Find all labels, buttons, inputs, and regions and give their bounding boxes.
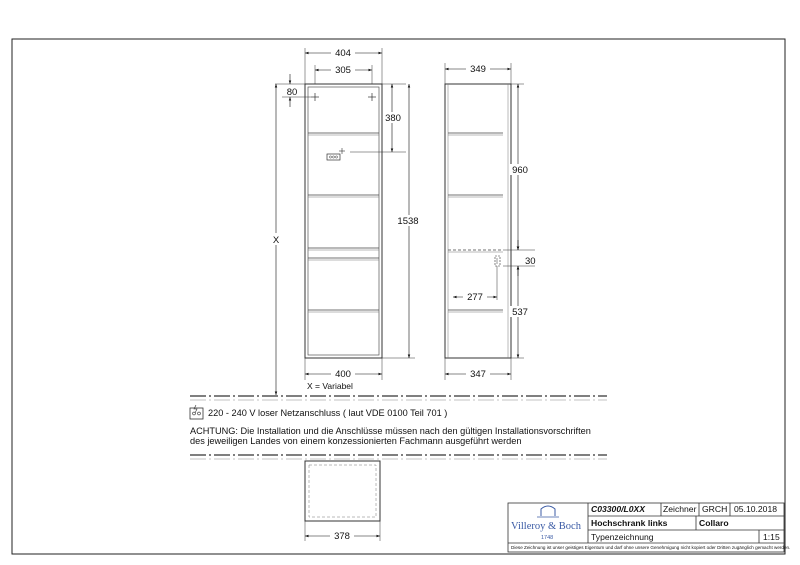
dim-width-bottom: 400 (335, 369, 351, 380)
drawer-name: GRCH (702, 504, 728, 514)
cable-outlet-icon (495, 256, 500, 266)
drawing-scale: 1:15 (763, 532, 780, 542)
front-cabinet-outline (305, 84, 382, 358)
dim-gap: 30 (525, 256, 536, 267)
dim-depth-bottom: 347 (470, 369, 486, 380)
dim-depth-top: 349 (470, 64, 486, 75)
copyright-disclaimer: Diese Zeichnung ist unser geistiges Eigentum und darf ohne unsere Genehmigung nicht kopiert oder Dritten zugänglich gemacht werden. (511, 545, 791, 550)
dim-top-offset: 80 (286, 87, 298, 98)
warning-note-line1: ACHTUNG: Die Installation und die Anschlüsse müssen nach den gültigen Installationsvorschriften (190, 426, 591, 436)
front-view (270, 47, 422, 395)
brand-year: 1748 (541, 535, 554, 541)
dim-total-height: X (272, 235, 280, 246)
dim-width-outer: 404 (335, 48, 351, 59)
dim-width-inner: 305 (335, 65, 351, 76)
electrical-connection-icon (190, 405, 203, 419)
side-view (445, 63, 536, 380)
dim-shelf-gap: 380 (385, 113, 401, 124)
collection-name: Collaro (699, 518, 729, 528)
variable-note: X = Variabel (307, 381, 353, 391)
side-cabinet-outline (445, 84, 511, 358)
mounting-point-icon (368, 93, 376, 101)
plan-view (305, 461, 380, 542)
dim-depth-inner: 277 (467, 292, 483, 303)
mounting-point-icon (311, 93, 319, 101)
power-socket-icon (327, 148, 345, 160)
villeroy-boch-logo (537, 506, 559, 517)
product-name: Hochschrank links (591, 518, 668, 528)
dim-height-upper: 960 (512, 165, 528, 176)
plan-cabinet-outline (305, 461, 380, 521)
drawer-label: Zeichner (663, 504, 697, 514)
article-number: C03300/L0XX (591, 504, 645, 514)
dim-height: 1538 (397, 216, 419, 227)
brand-name: Villeroy & Boch (511, 521, 581, 532)
drawing-type: Typenzeichnung (591, 532, 654, 542)
warning-note-line2: des jeweiligen Landes von einem konzessionierten Fachmann ausgeführt werden (190, 436, 522, 446)
dim-height-lower: 537 (512, 307, 528, 318)
power-connection-note: 220 - 240 V loser Netzanschluss ( laut VDE 0100 Teil 701 ) (208, 408, 448, 418)
dim-plan-width: 378 (334, 531, 350, 542)
drawing-date: 05.10.2018 (734, 504, 778, 514)
